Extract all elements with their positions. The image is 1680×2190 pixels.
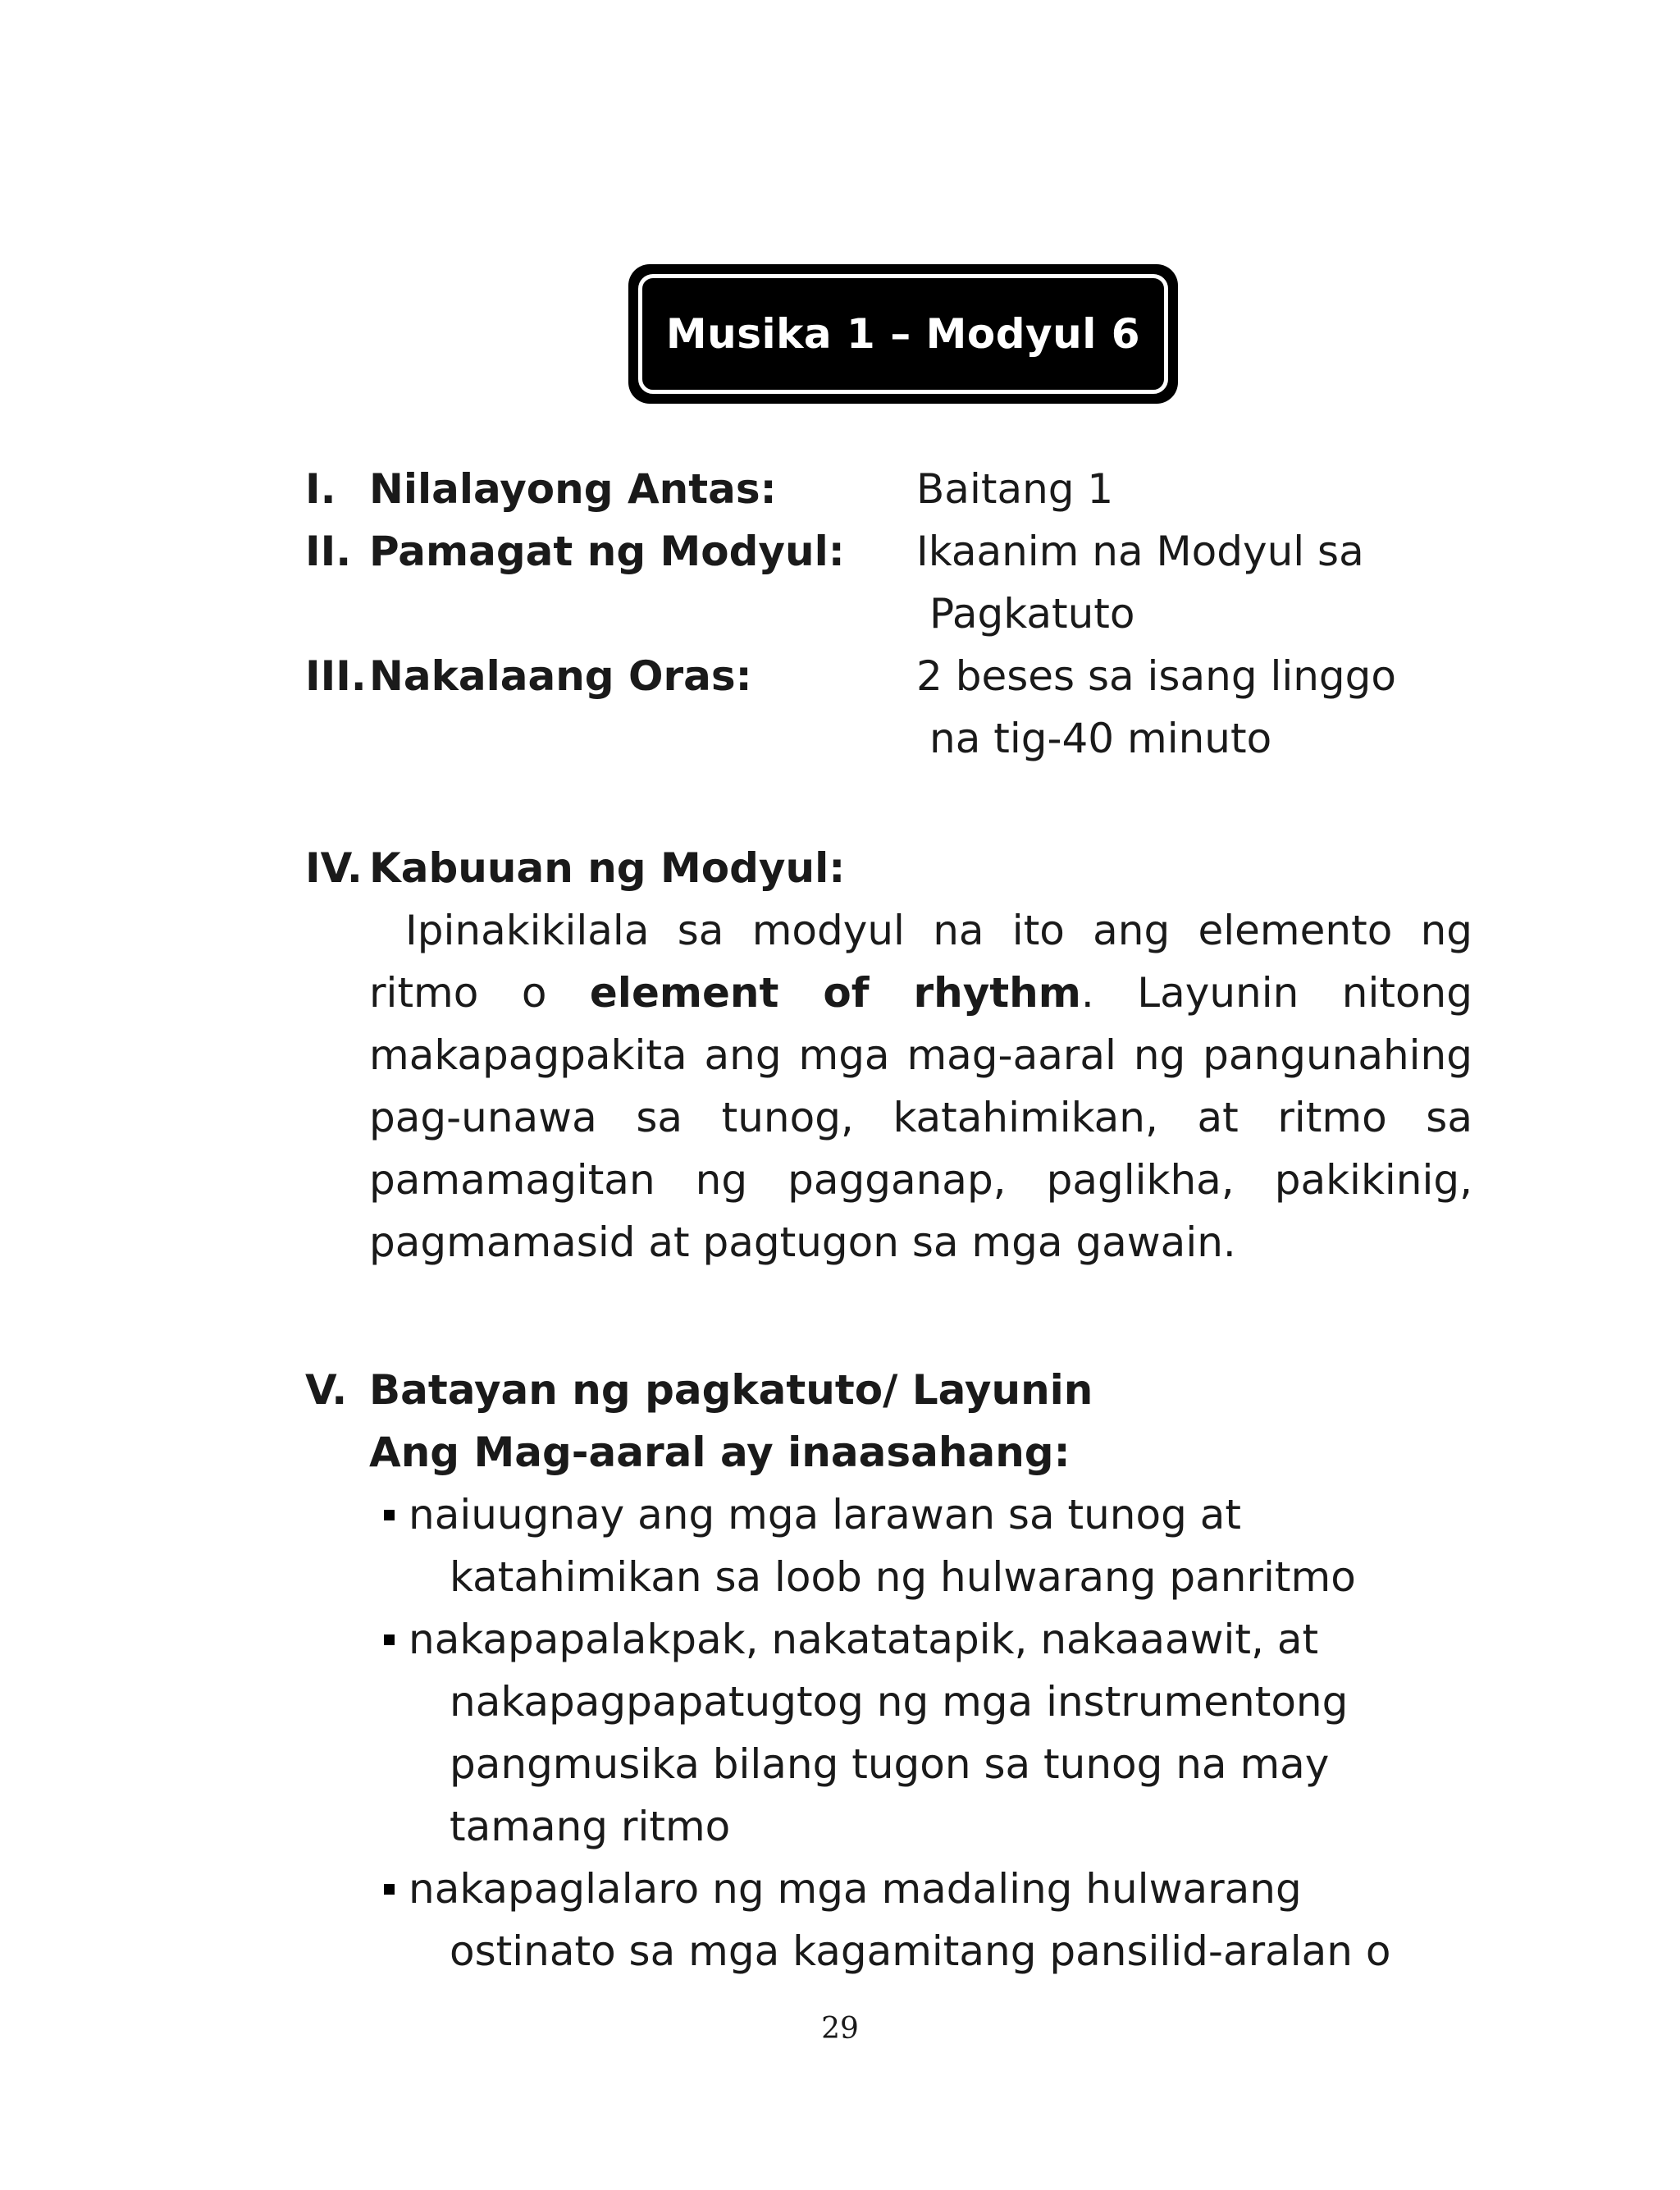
section-1-number: I. <box>305 465 336 513</box>
bullet-1-line-1: naiuugnay ang mga larawan sa tunog at <box>409 1491 1241 1538</box>
module-title-box <box>628 264 1178 404</box>
section-2-number: II. <box>305 528 352 575</box>
section-5-number: V. <box>305 1366 348 1414</box>
module-title: Musika 1 – Modyul 6 <box>665 310 1141 358</box>
bullet-2-line-3: pangmusika bilang tugon sa tunog na may <box>450 1740 1330 1788</box>
square-bullet-icon <box>384 1884 395 1895</box>
objective-bullet-2 <box>384 1608 1348 1858</box>
bullet-3-line-1: nakapaglalaro ng mga madaling hulwarang <box>409 1865 1302 1913</box>
objective-bullet-1 <box>384 1484 1356 1608</box>
section-4-number: IV. <box>305 844 363 892</box>
section-3-number: III. <box>305 652 367 700</box>
section-4-paragraph <box>369 899 1472 1273</box>
section-2-value-line2: Pagkatuto <box>929 590 1135 638</box>
objective-bullet-3 <box>384 1858 1391 1982</box>
bullet-2-line-1: nakapapalakpak, nakatatapik, nakaaawit, at <box>409 1616 1319 1663</box>
bullet-2-line-4: tamang ritmo <box>450 1803 731 1850</box>
paragraph-bold-term: element of rhythm <box>589 969 1081 1017</box>
bullet-3-line-2: ostinato sa mga kagamitang pansilid-aralan o <box>450 1927 1391 1975</box>
paragraph-text-1: Ipinakikilala sa modyul na ito ang elemento ng ritmo o <box>369 907 1472 1017</box>
section-1-value: Baitang 1 <box>916 465 1114 513</box>
module-title-frame <box>638 274 1168 394</box>
section-2-label: Pamagat ng Modyul: <box>369 528 845 575</box>
section-5-label: Batayan ng pagkatuto/ Layunin <box>369 1366 1093 1414</box>
bullet-2-line-2: nakapagpapatugtog ng mga instrumentong <box>450 1678 1349 1726</box>
section-2-value-line1: Ikaanim na Modyul sa <box>916 528 1364 575</box>
bullet-1-line-2: katahimikan sa loob ng hulwarang panritmo <box>450 1553 1356 1601</box>
section-1-label: Nilalayong Antas: <box>369 465 777 513</box>
section-5-sublabel: Ang Mag-aaral ay inaasahang: <box>369 1429 1071 1476</box>
square-bullet-icon <box>384 1510 395 1520</box>
page-number: 29 <box>821 2012 859 2046</box>
section-4-label: Kabuuan ng Modyul: <box>369 844 846 892</box>
square-bullet-icon <box>384 1634 395 1645</box>
section-3-label: Nakalaang Oras: <box>369 652 752 700</box>
section-3-value-line2: na tig-40 minuto <box>929 715 1272 762</box>
section-3-value-line1: 2 beses sa isang linggo <box>916 652 1396 700</box>
paragraph-text-2: . Layunin nitong makapagpakita ang mga mag-aaral ng pangunahing pag-unawa sa tunog, katahimikan, at ritmo sa pamamagitan ng pagganap, paglikha, pakikinig, pagmamasid at pagtugon sa mga gawain. <box>369 969 1472 1266</box>
